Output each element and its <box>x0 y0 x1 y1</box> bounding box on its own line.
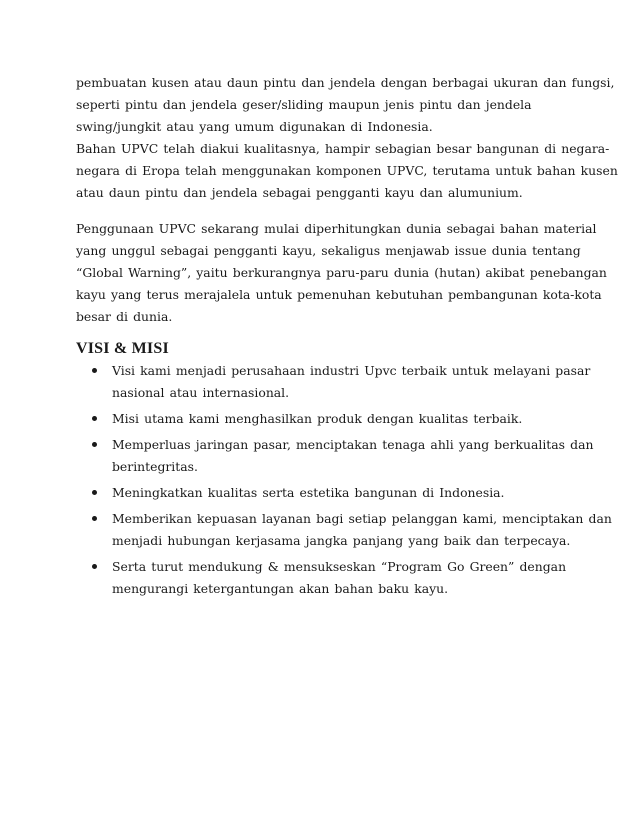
list-item <box>76 408 564 430</box>
paragraph-line: pembuatan kusen atau daun pintu dan jendela dengan berbagai ukuran dan fungsi, <box>76 75 615 90</box>
list-item-line: mengurangi ketergantungan akan bahan baku kayu. <box>112 581 449 596</box>
list-item <box>76 434 594 478</box>
bullet-icon <box>92 564 97 569</box>
section-heading: VISI & MISI <box>76 340 169 357</box>
paragraph-line: besar di dunia. <box>76 309 173 324</box>
bullet-icon <box>92 516 97 521</box>
document-content <box>76 72 618 604</box>
list-item-line: Misi utama kami menghasilkan produk dengan kualitas terbaik. <box>112 411 523 426</box>
paragraph-line: kayu yang terus merajalela untuk pemenuhan kebutuhan pembangunan kota-kota <box>76 287 602 302</box>
list-item <box>76 508 612 552</box>
bullet-icon <box>92 442 97 447</box>
list-item <box>76 556 567 600</box>
list-item-line: Memperluas jaringan pasar, menciptakan tenaga ahli yang berkualitas dan <box>112 437 594 452</box>
list-item-line: berintegritas. <box>112 459 198 474</box>
list-item-line: Visi kami menjadi perusahaan industri Upvc terbaik untuk melayani pasar <box>112 363 591 378</box>
paragraph-intro <box>76 72 618 204</box>
paragraph-line: seperti pintu dan jendela geser/sliding maupun jenis pintu dan jendela <box>76 97 532 112</box>
paragraph-line: Bahan UPVC telah diakui kualitasnya, hampir sebagian besar bangunan di negara- <box>76 141 610 156</box>
paragraph-usage <box>76 218 607 328</box>
list-item <box>76 360 591 404</box>
list-item-line: Meningkatkan kualitas serta estetika bangunan di Indonesia. <box>112 485 505 500</box>
paragraph-line: negara di Eropa telah menggunakan komponen UPVC, terutama untuk bahan kusen <box>76 163 618 178</box>
list-item-line: nasional atau internasional. <box>112 385 290 400</box>
bullet-icon <box>92 490 97 495</box>
list-item <box>76 482 564 504</box>
paragraph-line: “Global Warning”, yaitu berkurangnya paru-paru dunia (hutan) akibat penebangan <box>76 265 607 280</box>
list-item-line: Memberikan kepuasan layanan bagi setiap pelanggan kami, menciptakan dan <box>112 511 612 526</box>
bullet-icon <box>92 416 97 421</box>
paragraph-line: atau daun pintu dan jendela sebagai pengganti kayu dan alumunium. <box>76 185 523 200</box>
paragraph-line: swing/jungkit atau yang umum digunakan di Indonesia. <box>76 119 433 134</box>
paragraph-line: yang unggul sebagai pengganti kayu, sekaligus menjawab issue dunia tentang <box>76 243 581 258</box>
paragraph-spacer <box>76 204 564 218</box>
vision-mission-list <box>76 360 612 600</box>
list-item-line: Serta turut mendukung & mensukseskan “Program Go Green” dengan <box>112 559 567 574</box>
paragraph-line: Penggunaan UPVC sekarang mulai diperhitungkan dunia sebagai bahan material <box>76 221 597 236</box>
bullet-icon <box>92 368 97 373</box>
list-item-line: menjadi hubungan kerjasama jangka panjang yang baik dan terpecaya. <box>112 533 571 548</box>
